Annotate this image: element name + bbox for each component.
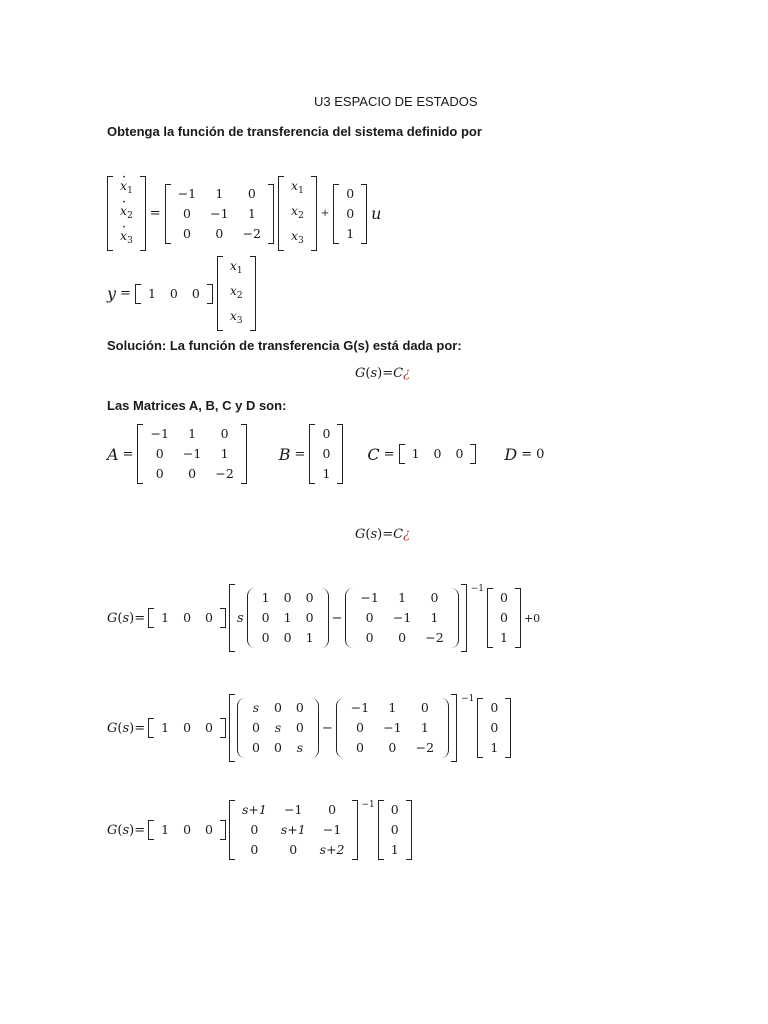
matrix-row bbox=[141, 284, 207, 304]
output-equation bbox=[107, 256, 256, 331]
matrix-cell: 0 bbox=[388, 740, 397, 755]
state-variable: $x_1$ bbox=[229, 258, 243, 276]
matrix-row bbox=[113, 176, 140, 201]
state-variable: $x_3$ bbox=[291, 228, 304, 246]
state-equation bbox=[107, 176, 381, 251]
matrix-row bbox=[353, 628, 450, 648]
matrix-row bbox=[255, 608, 321, 628]
matrix-row bbox=[113, 201, 140, 226]
matrix-cell: 1 bbox=[188, 426, 197, 441]
matrix-cell: 0 bbox=[420, 700, 429, 715]
matrix-row bbox=[154, 608, 220, 628]
matrix-row bbox=[339, 184, 361, 204]
matrix-cell: −1 bbox=[360, 590, 379, 605]
matrix-cell: 0 bbox=[155, 446, 164, 461]
matrix-cell: 0 bbox=[251, 740, 260, 755]
matrix-a-in-state-eq bbox=[165, 184, 274, 244]
label-c: C bbox=[367, 444, 380, 464]
solution-heading: Solución: La función de transferencia G(s) está dada por: bbox=[107, 338, 462, 353]
matrix-cell: 0 bbox=[183, 822, 192, 837]
step-2-equation: G(s)= 1 0 0 s 0 0 0 s 0 0 0 s − −1 1 0 0 −1 1 0 0 −2 −1 0 0 1 bbox=[107, 694, 511, 762]
matrix-cell: 0 bbox=[283, 630, 292, 645]
matrix-d-value: 0 bbox=[536, 446, 545, 462]
inverse-exponent: −1 bbox=[361, 800, 375, 810]
matrix-cell: −2 bbox=[242, 225, 262, 241]
matrix-cell: 0 bbox=[500, 610, 508, 625]
matrix-cell: 0 bbox=[490, 720, 499, 735]
inverse-exponent: −1 bbox=[470, 584, 485, 594]
inverse-bracket-step2: s 0 0 0 s 0 0 0 s − −1 1 0 0 −1 1 0 0 −2 bbox=[229, 694, 457, 762]
matrix-row bbox=[384, 800, 406, 820]
matrix-cell: 0 bbox=[188, 466, 197, 481]
matrix-cell: 0 bbox=[295, 720, 304, 735]
state-variable: · $x_1$ bbox=[113, 176, 140, 201]
matrix-row bbox=[284, 226, 311, 251]
matrix-c-step2 bbox=[148, 718, 226, 738]
matrix-row bbox=[405, 444, 471, 464]
matrix-row bbox=[255, 628, 321, 648]
matrix-cell: s bbox=[296, 740, 304, 755]
unrendered-glyph: ¿ bbox=[403, 527, 411, 542]
step-3-equation: G(s)= 1 0 0 s+1 −1 0 0 s+1 −1 0 0 s+2 −1 0 0 1 bbox=[107, 800, 412, 860]
matrix-cell: 0 bbox=[390, 802, 399, 817]
matrix-cell: 0 bbox=[183, 610, 192, 625]
matrix-cell: 1 bbox=[390, 842, 399, 857]
matrix-cell: −2 bbox=[215, 466, 234, 481]
matrix-cell: 0 bbox=[455, 446, 464, 461]
matrix-cell: 1 bbox=[305, 630, 314, 645]
matrix-cell: −1 bbox=[210, 205, 229, 221]
matrix-a-step2 bbox=[336, 698, 449, 758]
matrix-cell: 1 bbox=[420, 720, 429, 735]
matrix-cell: 0 bbox=[261, 630, 270, 645]
matrix-row bbox=[235, 820, 352, 840]
matrix-row bbox=[483, 718, 505, 738]
matrix-row bbox=[171, 184, 268, 204]
matrix-cell: −1 bbox=[150, 426, 169, 441]
state-variable: $x_3$ bbox=[229, 308, 243, 326]
matrix-cell: −1 bbox=[177, 185, 197, 201]
matrix-row bbox=[384, 840, 406, 860]
matrix-cell: 1 bbox=[161, 720, 170, 735]
matrix-row bbox=[483, 738, 505, 758]
matrix-b-step1 bbox=[487, 588, 521, 648]
matrix-cell: s bbox=[274, 720, 282, 735]
state-vector bbox=[217, 256, 256, 331]
matrix-cell: 1 bbox=[161, 822, 170, 837]
s-identity-matrix bbox=[237, 698, 319, 758]
matrix-row bbox=[143, 444, 240, 464]
step-1-equation: G(s)= 1 0 0 s 1 0 0 0 1 0 0 0 1 − −1 1 0 0 −1 1 0 0 −2 −1 0 0 1 +0 bbox=[107, 584, 540, 652]
matrix-cell: 1 bbox=[388, 700, 397, 715]
matrix-cell: 0 bbox=[169, 285, 178, 301]
page-title: U3 ESPACIO DE ESTADOS bbox=[314, 94, 478, 109]
matrix-row bbox=[339, 204, 361, 224]
matrix-c-step1 bbox=[148, 608, 226, 628]
matrix-definitions: A = −1 1 0 0 −1 1 0 0 −2 B = 0 0 1 C = 1 0 0 D = 0 bbox=[107, 424, 544, 484]
matrix-row bbox=[284, 201, 311, 226]
matrix-b-step3 bbox=[378, 800, 412, 860]
matrix-c bbox=[399, 444, 477, 464]
matrix-a bbox=[137, 424, 246, 484]
matrix-cell: 0 bbox=[205, 720, 213, 735]
inverse-exponent: −1 bbox=[461, 694, 475, 704]
matrix-row bbox=[344, 698, 441, 718]
matrix-cell: −2 bbox=[415, 740, 435, 755]
matrix-b bbox=[309, 424, 343, 484]
matrix-cell: 0 bbox=[390, 822, 399, 837]
input-u: u bbox=[371, 204, 382, 223]
matrix-cell: 0 bbox=[500, 590, 508, 605]
identity-matrix bbox=[247, 588, 329, 648]
state-variable: $x_2$ bbox=[229, 283, 243, 301]
matrix-cell: 1 bbox=[398, 590, 407, 605]
matrix-cell: 0 bbox=[398, 630, 407, 645]
matrix-row bbox=[143, 464, 240, 484]
transfer-function-formula: G(s)=C¿ bbox=[355, 366, 411, 381]
matrix-cell: 1 bbox=[147, 285, 156, 301]
matrix-row bbox=[315, 464, 337, 484]
matrix-cell: 1 bbox=[500, 630, 508, 645]
label-b: B bbox=[278, 444, 291, 464]
matrix-cell: 0 bbox=[355, 720, 364, 735]
matrix-row bbox=[154, 820, 220, 840]
matrix-cell: −1 bbox=[284, 802, 303, 817]
matrix-cell: 0 bbox=[365, 610, 374, 625]
inverse-bracket-step1: s 1 0 0 0 1 0 0 0 1 − −1 1 0 0 −1 1 0 0 −2 bbox=[229, 584, 467, 652]
matrix-cell: 0 bbox=[322, 446, 331, 461]
matrix-cell: 0 bbox=[247, 185, 256, 201]
matrix-cell: 0 bbox=[430, 590, 439, 605]
matrix-row bbox=[223, 306, 250, 331]
matrix-cell: 1 bbox=[247, 205, 256, 221]
problem-statement: Obtenga la función de transferencia del sistema definido por bbox=[107, 124, 482, 139]
matrix-cell: 0 bbox=[273, 740, 282, 755]
matrix-row bbox=[339, 224, 361, 244]
matrix-cell: s+1 bbox=[241, 802, 267, 817]
matrix-row bbox=[344, 738, 441, 758]
matrix-cell: 0 bbox=[490, 700, 499, 715]
matrix-cell: 0 bbox=[155, 466, 164, 481]
matrix-cell: 1 bbox=[430, 610, 439, 625]
matrix-row bbox=[245, 698, 311, 718]
matrix-row bbox=[493, 608, 515, 628]
state-variable: · $x_2$ bbox=[113, 201, 140, 226]
matrix-cell: 0 bbox=[365, 630, 374, 645]
matrix-cell: 0 bbox=[191, 285, 200, 301]
matrix-cell: 0 bbox=[305, 610, 314, 625]
matrix-cell: 0 bbox=[433, 446, 442, 461]
matrix-cell: 0 bbox=[250, 842, 259, 857]
matrix-cell: 0 bbox=[205, 822, 213, 837]
equals-sign: = bbox=[149, 206, 161, 221]
state-derivative-vector bbox=[107, 176, 146, 251]
matrix-row bbox=[255, 588, 321, 608]
matrix-cell: 1 bbox=[411, 446, 420, 461]
matrix-sI-minus-A bbox=[229, 800, 358, 860]
matrix-cell: −1 bbox=[182, 446, 202, 461]
matrix-cell: 0 bbox=[355, 740, 364, 755]
matrix-row bbox=[245, 718, 311, 738]
matrix-row bbox=[493, 588, 515, 608]
matrix-cell: 1 bbox=[261, 590, 270, 605]
matrix-cell: −1 bbox=[392, 610, 412, 625]
matrix-cell: −1 bbox=[322, 822, 342, 837]
matrix-cell: 0 bbox=[305, 590, 314, 605]
matrix-b-in-state-eq bbox=[333, 184, 367, 244]
state-variable: $x_2$ bbox=[291, 203, 304, 221]
equals-sign: = bbox=[120, 286, 131, 301]
matrix-row bbox=[113, 226, 140, 251]
matrix-cell: 0 bbox=[183, 720, 192, 735]
matrix-cell: 0 bbox=[251, 720, 260, 735]
matrix-cell: s+1 bbox=[280, 822, 306, 837]
matrix-row bbox=[223, 281, 250, 306]
matrix-row bbox=[384, 820, 406, 840]
matrix-cell: 1 bbox=[346, 225, 355, 241]
matrix-cell: 1 bbox=[283, 610, 292, 625]
output-y: y bbox=[107, 284, 117, 303]
matrix-cell: 0 bbox=[261, 610, 270, 625]
matrix-a-step1 bbox=[345, 588, 458, 648]
matrix-cell: 0 bbox=[215, 225, 224, 241]
matrix-cell: 1 bbox=[161, 610, 170, 625]
matrix-row bbox=[353, 608, 450, 628]
matrix-cell: 0 bbox=[273, 700, 282, 715]
matrix-row bbox=[483, 698, 505, 718]
matrix-row bbox=[493, 628, 515, 648]
matrix-row bbox=[235, 840, 352, 860]
transfer-function-formula-repeat: G(s)=C¿ bbox=[355, 527, 411, 542]
matrix-cell: 0 bbox=[205, 610, 213, 625]
matrix-row bbox=[171, 204, 268, 224]
matrix-cell: 1 bbox=[490, 740, 499, 755]
matrix-cell: 0 bbox=[283, 590, 292, 605]
state-variable: $x_1$ bbox=[291, 178, 304, 196]
unrendered-glyph: ¿ bbox=[403, 366, 411, 381]
label-d: D bbox=[504, 444, 518, 464]
matrix-cell: 0 bbox=[328, 802, 337, 817]
matrix-c-step3 bbox=[148, 820, 226, 840]
matrix-cell: 1 bbox=[322, 466, 331, 481]
matrix-row bbox=[315, 424, 337, 444]
matrix-cell: s+2 bbox=[319, 842, 345, 857]
plus-sign: + bbox=[320, 208, 330, 219]
label-a: A bbox=[107, 444, 119, 464]
matrix-cell: −1 bbox=[350, 700, 370, 715]
matrix-row bbox=[143, 424, 240, 444]
matrix-cell: 0 bbox=[289, 842, 298, 857]
matrix-row bbox=[344, 718, 441, 738]
matrix-cell: 0 bbox=[346, 205, 355, 221]
matrix-row bbox=[353, 588, 450, 608]
matrix-cell: s bbox=[252, 700, 260, 715]
matrix-row bbox=[171, 224, 268, 244]
plus-zero: +0 bbox=[523, 611, 541, 625]
matrix-b-step2 bbox=[477, 698, 511, 758]
matrix-row bbox=[284, 176, 311, 201]
matrix-cell: 0 bbox=[322, 426, 331, 441]
matrix-cell: 1 bbox=[215, 185, 224, 201]
matrix-row bbox=[315, 444, 337, 464]
matrix-cell: 0 bbox=[220, 426, 229, 441]
matrices-heading: Las Matrices A, B, C y D son: bbox=[107, 398, 287, 413]
matrix-c-in-output-eq bbox=[135, 284, 213, 304]
matrix-cell: 1 bbox=[220, 446, 229, 461]
matrix-cell: 0 bbox=[295, 700, 304, 715]
state-variable: · $x_3$ bbox=[113, 226, 140, 251]
matrix-cell: −1 bbox=[383, 720, 402, 735]
matrix-row bbox=[223, 256, 250, 281]
matrix-cell: 0 bbox=[346, 185, 355, 201]
matrix-cell: 0 bbox=[250, 822, 259, 837]
matrix-cell: 0 bbox=[182, 225, 191, 241]
matrix-row bbox=[154, 718, 220, 738]
matrix-cell: 0 bbox=[182, 205, 191, 221]
matrix-row bbox=[235, 800, 352, 820]
matrix-row bbox=[245, 738, 311, 758]
matrix-cell: −2 bbox=[425, 630, 444, 645]
state-vector bbox=[278, 176, 317, 251]
